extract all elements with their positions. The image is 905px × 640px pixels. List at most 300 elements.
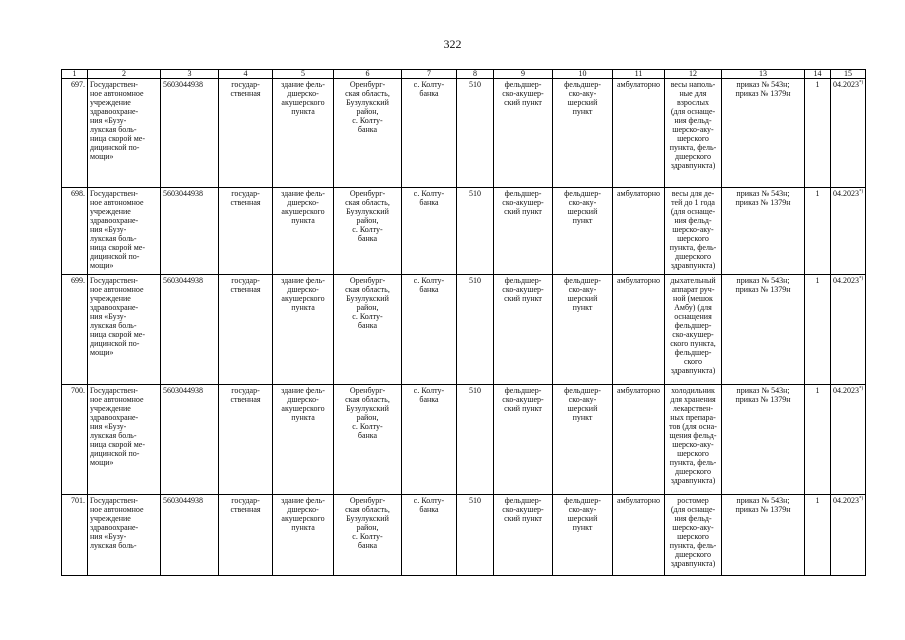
cell-line: банка [419,285,439,294]
cell-line: мощи» [90,152,114,161]
unit-cell [494,79,553,188]
table-row [62,385,866,495]
row-number-cell [62,385,88,495]
cell-text: амбулаторно [616,276,661,285]
cell-line: ский пункт [504,404,542,413]
cell-line: с. Колту- [413,80,445,89]
cell-line: акушерского [281,294,325,303]
cell-line: учреждение [90,404,131,413]
cell-line: здравпункта) [670,261,716,270]
cell-line: пункта [291,107,315,116]
equipment-cell [665,188,722,275]
cell-line: лукская боль- [90,321,137,330]
cell-line: Оренбург- [349,189,386,198]
cell-line: ский пункт [504,207,542,216]
date-cell [831,495,866,576]
cell-text: 04.2023 [833,189,859,198]
cell-line: дшерского [675,550,711,559]
unit-type-cell [553,495,613,576]
cell-text: амбулаторно [616,496,661,505]
footnote-mark: *) [859,386,864,392]
code-cell [457,495,494,576]
cell-line: весы наполь- [670,80,716,89]
cell-line: ница скорой ме- [90,134,145,143]
cell-line: ница скорой ме- [90,330,145,339]
cell-line: учреждение [90,207,131,216]
cell-line: приказ № 1379н [735,395,791,404]
cell-line: дшерского [675,467,711,476]
care-type-cell [613,79,665,188]
cell-line: оснащения [674,312,712,321]
organization-cell [88,188,161,275]
cell-line: шерско-аку- [672,440,714,449]
cell-line: пункт [572,107,593,116]
cell-line: ростомер [677,496,709,505]
settlement-cell [402,79,457,188]
cell-line: ное автономное [90,285,144,294]
cell-line: акушерского [281,404,325,413]
cell-text: 510 [469,80,481,89]
cell-line: ская область, [345,395,390,404]
cell-line: здравпункта) [670,161,716,170]
column-number: 9 [494,70,553,79]
cell-line: район, [356,303,379,312]
cell-text: 5603044938 [163,80,203,89]
inn-cell [161,79,219,188]
cell-line: фельдшер- [564,386,601,395]
column-number: 6 [334,70,402,79]
ownership-cell [219,495,273,576]
cell-line: Бузулукский [346,294,389,303]
cell-line: фельдшер- [564,80,601,89]
cell-line: ского пункта, [670,339,716,348]
address-cell [334,385,402,495]
cell-line: приказ № 1379н [735,285,791,294]
cell-line: фельдшер- [504,386,542,395]
footnote-mark: *) [859,496,864,502]
cell-line: тей до 1 года [671,198,715,207]
column-number: 3 [161,70,219,79]
address-cell [334,495,402,576]
registry-table [61,69,866,576]
inn-cell [161,385,219,495]
column-number: 5 [273,70,334,79]
cell-line: шерского [677,449,709,458]
row-number-cell [62,495,88,576]
cell-line: ния фельд- [674,514,712,523]
cell-line: шерско-аку- [672,225,714,234]
cell-line: с. Колту- [413,386,445,395]
table-body [62,70,866,576]
cell-line: ско-аку- [568,285,597,294]
cell-line: банка [357,321,378,330]
care-type-cell [613,275,665,385]
cell-line: дшерского [675,252,711,261]
unit-cell [494,385,553,495]
cell-line: приказ № 543н; [736,496,790,505]
cell-text: 5603044938 [163,189,203,198]
equipment-cell [665,275,722,385]
cell-line: с. Колту- [352,116,383,125]
organization-cell [88,275,161,385]
settlement-cell [402,275,457,385]
table-row [62,495,866,576]
building-cell [273,188,334,275]
cell-line: государ- [231,189,260,198]
cell-line: государ- [231,386,260,395]
cell-line: весы для де- [671,189,715,198]
cell-line: ница скорой ме- [90,440,145,449]
cell-text: 510 [469,386,481,395]
cell-text: 700. [71,386,85,395]
cell-line: ственная [230,395,261,404]
ownership-cell [219,385,273,495]
cell-line: район, [356,413,379,422]
cell-text: 1 [815,80,820,89]
cell-line: фельдшер- [504,189,542,198]
cell-line: банка [357,431,378,440]
cell-text: 697. [71,80,85,89]
cell-line: здравпункта) [670,476,716,485]
cell-line: холодильник [671,386,715,395]
cell-line: здание фель- [281,189,325,198]
settlement-cell [402,188,457,275]
cell-line: банка [357,125,378,134]
cell-text: 699. [71,276,85,285]
cell-line: фельдшер- [504,496,542,505]
cell-line: с. Колту- [352,225,383,234]
equipment-cell [665,385,722,495]
quantity-cell [805,79,831,188]
date-cell [831,188,866,275]
cell-line: дицинской по- [90,143,140,152]
cell-line: ния фельд- [674,216,712,225]
date-cell [831,275,866,385]
column-number: 15 [831,70,866,79]
cell-line: Государствен- [90,80,138,89]
cell-line: дшерского [675,152,711,161]
cell-line: щения фельд- [669,431,717,440]
unit-cell [494,188,553,275]
cell-line: ное автономное [90,505,144,514]
cell-line: банка [419,89,439,98]
cell-text: 1 [815,496,820,505]
cell-line: с. Колту- [413,189,445,198]
cell-line: ния «Бузу- [90,116,127,125]
table-row [62,275,866,385]
cell-line: дшерско- [287,285,319,294]
cell-line: здание фель- [281,80,325,89]
cell-line: шерского [677,134,709,143]
cell-line: банка [357,234,378,243]
building-cell [273,275,334,385]
column-number: 10 [553,70,613,79]
cell-line: лукская боль- [90,431,137,440]
cell-line: ско-акушер- [502,89,544,98]
cell-text: амбулаторно [616,386,661,395]
cell-line: ско-акушер- [502,395,544,404]
cell-line: банка [419,505,439,514]
cell-line: ско-аку- [568,89,597,98]
unit-cell [494,495,553,576]
cell-text: 1 [815,276,820,285]
cell-line: Государствен- [90,276,138,285]
cell-line: ского [683,357,703,366]
column-number: 11 [613,70,665,79]
unit-cell [494,275,553,385]
cell-line: ский пункт [504,514,542,523]
cell-text: 5603044938 [163,386,203,395]
cell-text: 04.2023 [833,386,859,395]
address-cell [334,275,402,385]
page-number: 322 [443,37,462,51]
cell-line: приказ № 1379н [735,198,791,207]
cell-line: аппарат руч- [671,285,715,294]
cell-line: мощи» [90,261,114,270]
cell-line: шерского [677,234,709,243]
cell-line: ния «Бузу- [90,532,127,541]
settlement-cell [402,385,457,495]
cell-line: пункта, фель- [669,458,717,467]
cell-line: ное автономное [90,198,144,207]
footnote-mark: *) [859,80,864,86]
cell-line: пункт [572,523,593,532]
cell-line: пункта [291,413,315,422]
cell-line: фельдшер- [564,496,601,505]
cell-line: фельдшер- [564,276,601,285]
cell-line: лукская боль- [90,234,137,243]
cell-line: дицинской по- [90,339,140,348]
organization-cell [88,385,161,495]
settlement-cell [402,495,457,576]
cell-line: Оренбург- [349,496,386,505]
cell-line: приказ № 1379н [735,505,791,514]
cell-line: пункта [291,216,315,225]
cell-line: приказ № 543н; [736,386,790,395]
cell-line: Амбу) (для [674,303,712,312]
cell-line: Оренбург- [349,386,386,395]
cell-line: здравоохране- [90,216,139,225]
code-cell [457,79,494,188]
care-type-cell [613,385,665,495]
cell-line: здравпункта) [670,559,716,568]
cell-line: ская область, [345,505,390,514]
cell-line: фельдшер- [674,321,712,330]
cell-text: 510 [469,496,481,505]
cell-line: район, [356,523,379,532]
cell-text: 698. [71,189,85,198]
footnote-mark: *) [859,189,864,195]
cell-line: Государствен- [90,189,138,198]
cell-line: здравоохране- [90,303,139,312]
cell-line: Бузулукский [346,514,389,523]
cell-line: ственная [230,89,261,98]
cell-line: Государствен- [90,496,138,505]
cell-line: шерский [567,294,598,303]
cell-line: пункт [572,413,593,422]
cell-text: 1 [815,189,820,198]
cell-line: фельдшер- [504,80,542,89]
cell-line: акушерского [281,514,325,523]
cell-line: государ- [231,496,260,505]
cell-line: шерский [567,207,598,216]
cell-line: шерско-аку- [672,125,714,134]
cell-line: пункта, фель- [669,541,717,550]
cell-text: амбулаторно [616,189,661,198]
cell-line: здравоохране- [90,107,139,116]
cell-line: Бузулукский [346,404,389,413]
cell-line: ско-аку- [568,395,597,404]
cell-line: государ- [231,276,260,285]
quantity-cell [805,188,831,275]
cell-line: ница скорой ме- [90,243,145,252]
cell-line: (для оснаще- [670,107,716,116]
cell-line: ско-акушер- [672,330,714,339]
cell-line: Оренбург- [349,276,386,285]
care-type-cell [613,188,665,275]
cell-line: банка [419,198,439,207]
cell-line: ное автономное [90,395,144,404]
cell-line: дшерско- [287,395,319,404]
cell-line: Бузулукский [346,207,389,216]
order-cell [722,79,805,188]
cell-line: банка [357,541,378,550]
cell-text: 04.2023 [833,276,859,285]
cell-line: пункта [291,523,315,532]
cell-text: 510 [469,276,481,285]
cell-line: ной (мешок [673,294,713,303]
cell-line: ская область, [345,285,390,294]
column-number: 14 [805,70,831,79]
cell-line: шерско-аку- [672,523,714,532]
cell-line: шерский [567,514,598,523]
cell-line: Государствен- [90,386,138,395]
cell-line: для хранения [670,395,716,404]
cell-line: шерский [567,404,598,413]
cell-line: лукская боль- [90,541,137,550]
cell-line: пункт [572,303,593,312]
ownership-cell [219,275,273,385]
cell-line: лекарствен- [672,404,714,413]
cell-line: шерского [677,532,709,541]
cell-line: пункта [291,303,315,312]
cell-line: ственная [230,505,261,514]
unit-type-cell [553,188,613,275]
cell-line: приказ № 1379н [735,89,791,98]
cell-line: тов (для осна- [669,422,717,431]
cell-text: амбулаторно [616,80,661,89]
column-number: 12 [665,70,722,79]
cell-text: 510 [469,189,481,198]
cell-text: 04.2023 [833,496,859,505]
cell-line: дицинской по- [90,449,140,458]
column-number: 8 [457,70,494,79]
cell-line: здание фель- [281,496,325,505]
cell-line: ско-акушер- [502,198,544,207]
quantity-cell [805,495,831,576]
cell-line: здравоохране- [90,523,139,532]
order-cell [722,275,805,385]
cell-line: с. Колту- [352,532,383,541]
cell-line: фельдшер- [504,276,542,285]
cell-line: банка [419,395,439,404]
building-cell [273,495,334,576]
cell-line: ско-аку- [568,198,597,207]
row-number-cell [62,79,88,188]
cell-line: дицинской по- [90,252,140,261]
cell-line: с. Колту- [413,496,445,505]
cell-line: (для оснаще- [670,207,716,216]
cell-line: ская область, [345,198,390,207]
cell-line: с. Колту- [413,276,445,285]
table-row [62,79,866,188]
cell-text: 5603044938 [163,496,203,505]
column-number-row [62,70,866,79]
order-cell [722,188,805,275]
quantity-cell [805,385,831,495]
order-cell [722,385,805,495]
building-cell [273,385,334,495]
organization-cell [88,495,161,576]
row-number-cell [62,188,88,275]
cell-line: приказ № 543н; [736,189,790,198]
cell-line: фельдшер- [564,189,601,198]
cell-line: шерский [567,98,598,107]
column-number: 2 [88,70,161,79]
cell-line: дшерско- [287,198,319,207]
cell-line: учреждение [90,514,131,523]
cell-text: 04.2023 [833,80,859,89]
table-row [62,188,866,275]
cell-line: (для оснаще- [670,505,716,514]
quantity-cell [805,275,831,385]
cell-line: ско-аку- [568,505,597,514]
cell-line: ния «Бузу- [90,312,127,321]
inn-cell [161,188,219,275]
inn-cell [161,495,219,576]
cell-line: фельдшер- [674,348,712,357]
cell-line: с. Колту- [352,312,383,321]
footnote-mark: *) [859,276,864,282]
cell-line: ский пункт [504,294,542,303]
cell-line: ская область, [345,89,390,98]
column-number: 4 [219,70,273,79]
cell-line: ния фельд- [674,116,712,125]
column-number: 1 [62,70,88,79]
address-cell [334,79,402,188]
date-cell [831,79,866,188]
cell-line: здравпункта) [670,366,716,375]
cell-line: дыхательный [670,276,716,285]
date-cell [831,385,866,495]
cell-line: район, [356,107,379,116]
cell-line: Бузулукский [346,98,389,107]
cell-line: здание фель- [281,276,325,285]
care-type-cell [613,495,665,576]
cell-line: ско-акушер- [502,505,544,514]
cell-line: взрослых [676,98,710,107]
cell-line: район, [356,216,379,225]
cell-line: ных препара- [670,413,716,422]
unit-type-cell [553,275,613,385]
cell-line: учреждение [90,98,131,107]
order-cell [722,495,805,576]
inn-cell [161,275,219,385]
cell-line: ско-акушер- [502,285,544,294]
cell-line: ния «Бузу- [90,422,127,431]
ownership-cell [219,79,273,188]
cell-line: лукская боль- [90,125,137,134]
